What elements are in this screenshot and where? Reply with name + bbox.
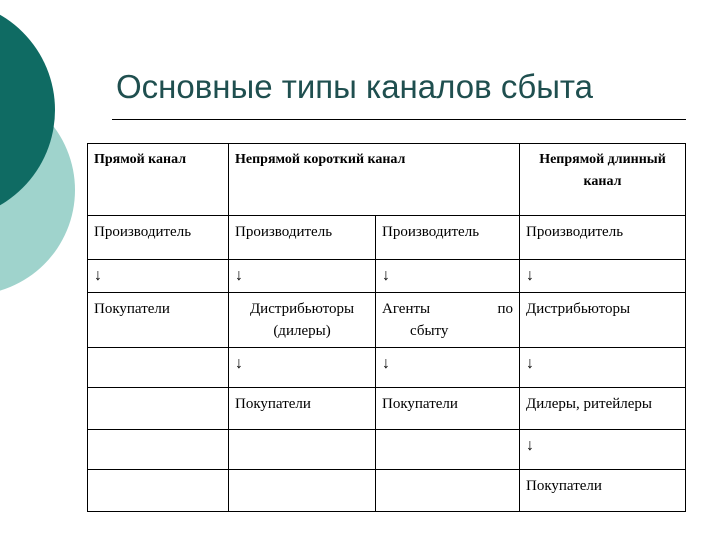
agents-word: сбыту: [410, 323, 449, 339]
down-arrow-icon: ↓: [526, 355, 534, 372]
agents-word: по: [497, 301, 513, 317]
arrow-row: [88, 430, 686, 470]
buyers-cell: Покупатели: [88, 293, 229, 348]
producer-row: [88, 216, 686, 260]
producer-cell: Производитель: [88, 216, 229, 260]
channels-table: [87, 143, 686, 512]
header-indirect-long: Непрямой длинный канал: [520, 144, 686, 216]
distributors-dealers-cell: Дистрибьюторы (дилеры): [229, 293, 376, 348]
producer-cell: Производитель: [376, 216, 520, 260]
level4-row: [88, 470, 686, 512]
down-arrow-icon: ↓: [382, 267, 390, 284]
decorative-circles: [0, 0, 90, 300]
level3-row: [88, 388, 686, 430]
down-arrow-icon: ↓: [382, 355, 390, 372]
header-direct: Прямой канал: [88, 144, 229, 216]
down-arrow-icon: ↓: [94, 267, 102, 284]
intermediary-row: [88, 293, 686, 348]
dealers-retailers-cell: Дилеры, ритейлеры: [520, 388, 686, 430]
down-arrow-icon: ↓: [526, 267, 534, 284]
header-indirect-short: Непрямой короткий канал: [229, 144, 520, 216]
header-row: [88, 144, 686, 216]
arrow-row: [88, 260, 686, 293]
agents-cell: [376, 293, 520, 348]
buyers-cell: Покупатели: [520, 470, 686, 512]
buyers-cell: Покупатели: [229, 388, 376, 430]
arrow-row: [88, 348, 686, 388]
down-arrow-icon: ↓: [235, 355, 243, 372]
down-arrow-icon: ↓: [526, 437, 534, 454]
producer-cell: Производитель: [229, 216, 376, 260]
agents-word: Агенты: [382, 301, 431, 317]
producer-cell: Производитель: [520, 216, 686, 260]
slide-title: Основные типы каналов сбыта: [116, 68, 594, 105]
down-arrow-icon: ↓: [235, 267, 243, 284]
distributors-cell: Дистрибьюторы: [520, 293, 686, 348]
buyers-cell: Покупатели: [376, 388, 520, 430]
title-divider: [112, 119, 686, 120]
